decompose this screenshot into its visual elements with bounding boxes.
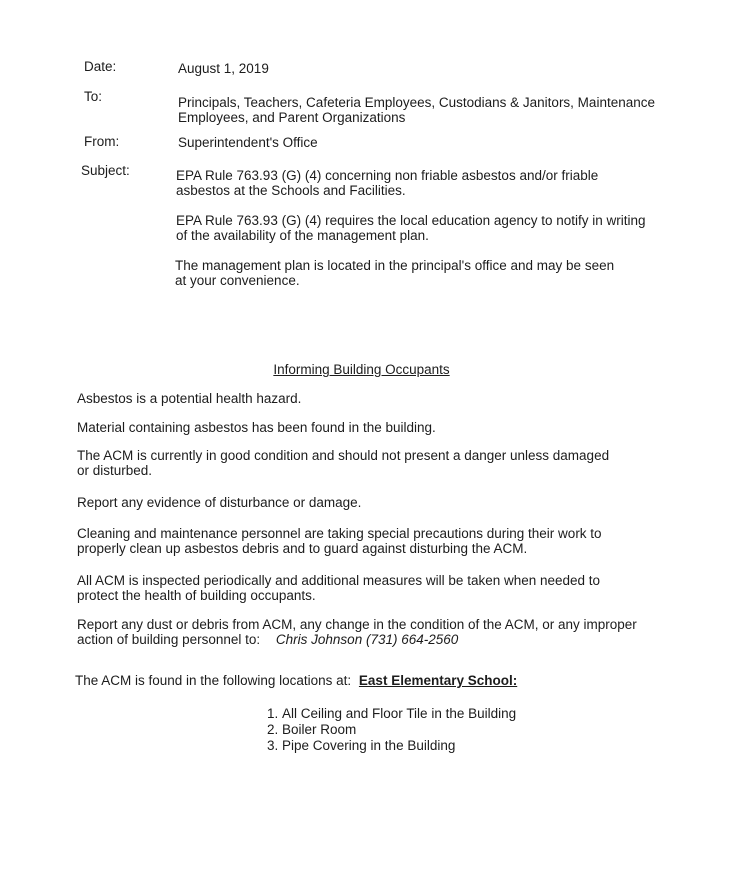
from-label: From:: [84, 134, 120, 149]
info-item: Report any evidence of disturbance or damage.: [77, 495, 362, 510]
school-name: East Elementary School:: [358, 673, 518, 688]
intro-paragraph-location: The management plan is located in the principal's office and may be seen at your convenience.: [175, 258, 615, 288]
intro-paragraph-notify: EPA Rule 763.93 (G) (4) requires the local education agency to notify in writing of the availability of the management plan.: [176, 213, 646, 243]
subject-value: EPA Rule 763.93 (G) (4) concerning non friable asbestos and/or friable asbestos at the Schools and Facilities.: [176, 168, 599, 198]
locations-intro-text: The ACM is found in the following locations at:: [75, 673, 352, 688]
date-label: Date:: [84, 59, 117, 74]
to-value: Principals, Teachers, Cafeteria Employees, Custodians & Janitors, Maintenance Employees, and Parent Organizations: [178, 95, 655, 125]
info-item: Asbestos is a potential health hazard.: [77, 391, 302, 406]
info-item: The ACM is currently in good condition and should not present a danger unless damaged or disturbed.: [77, 448, 610, 478]
report-text: Report any dust or debris from ACM, any change in the condition of the ACM, or any improper action of building personnel to:: [77, 617, 637, 647]
subject-label: Subject:: [81, 163, 130, 178]
to-label: To:: [84, 89, 103, 104]
locations-intro: [75, 673, 675, 688]
info-item: Material containing asbestos has been found in the building.: [77, 420, 436, 435]
section-title: Informing Building Occupants: [273, 362, 450, 377]
contact-info: Chris Johnson (731) 664-2560: [275, 632, 459, 647]
info-item: All ACM is inspected periodically and additional measures will be taken when needed to protect the health of building occupants.: [77, 573, 601, 603]
report-paragraph: [77, 617, 637, 647]
list-item: 1. All Ceiling and Floor Tile in the Building: [282, 706, 560, 721]
list-item: 3. Pipe Covering in the Building: [282, 738, 560, 753]
date-value: August 1, 2019: [178, 61, 269, 76]
info-item: Cleaning and maintenance personnel are taking special precautions during their work to properly clean up asbestos debris and to guard against disturbing the ACM.: [77, 526, 602, 556]
locations-list: [260, 706, 560, 754]
list-item: 2. Boiler Room: [282, 722, 560, 737]
from-value: Superintendent's Office: [178, 135, 318, 150]
